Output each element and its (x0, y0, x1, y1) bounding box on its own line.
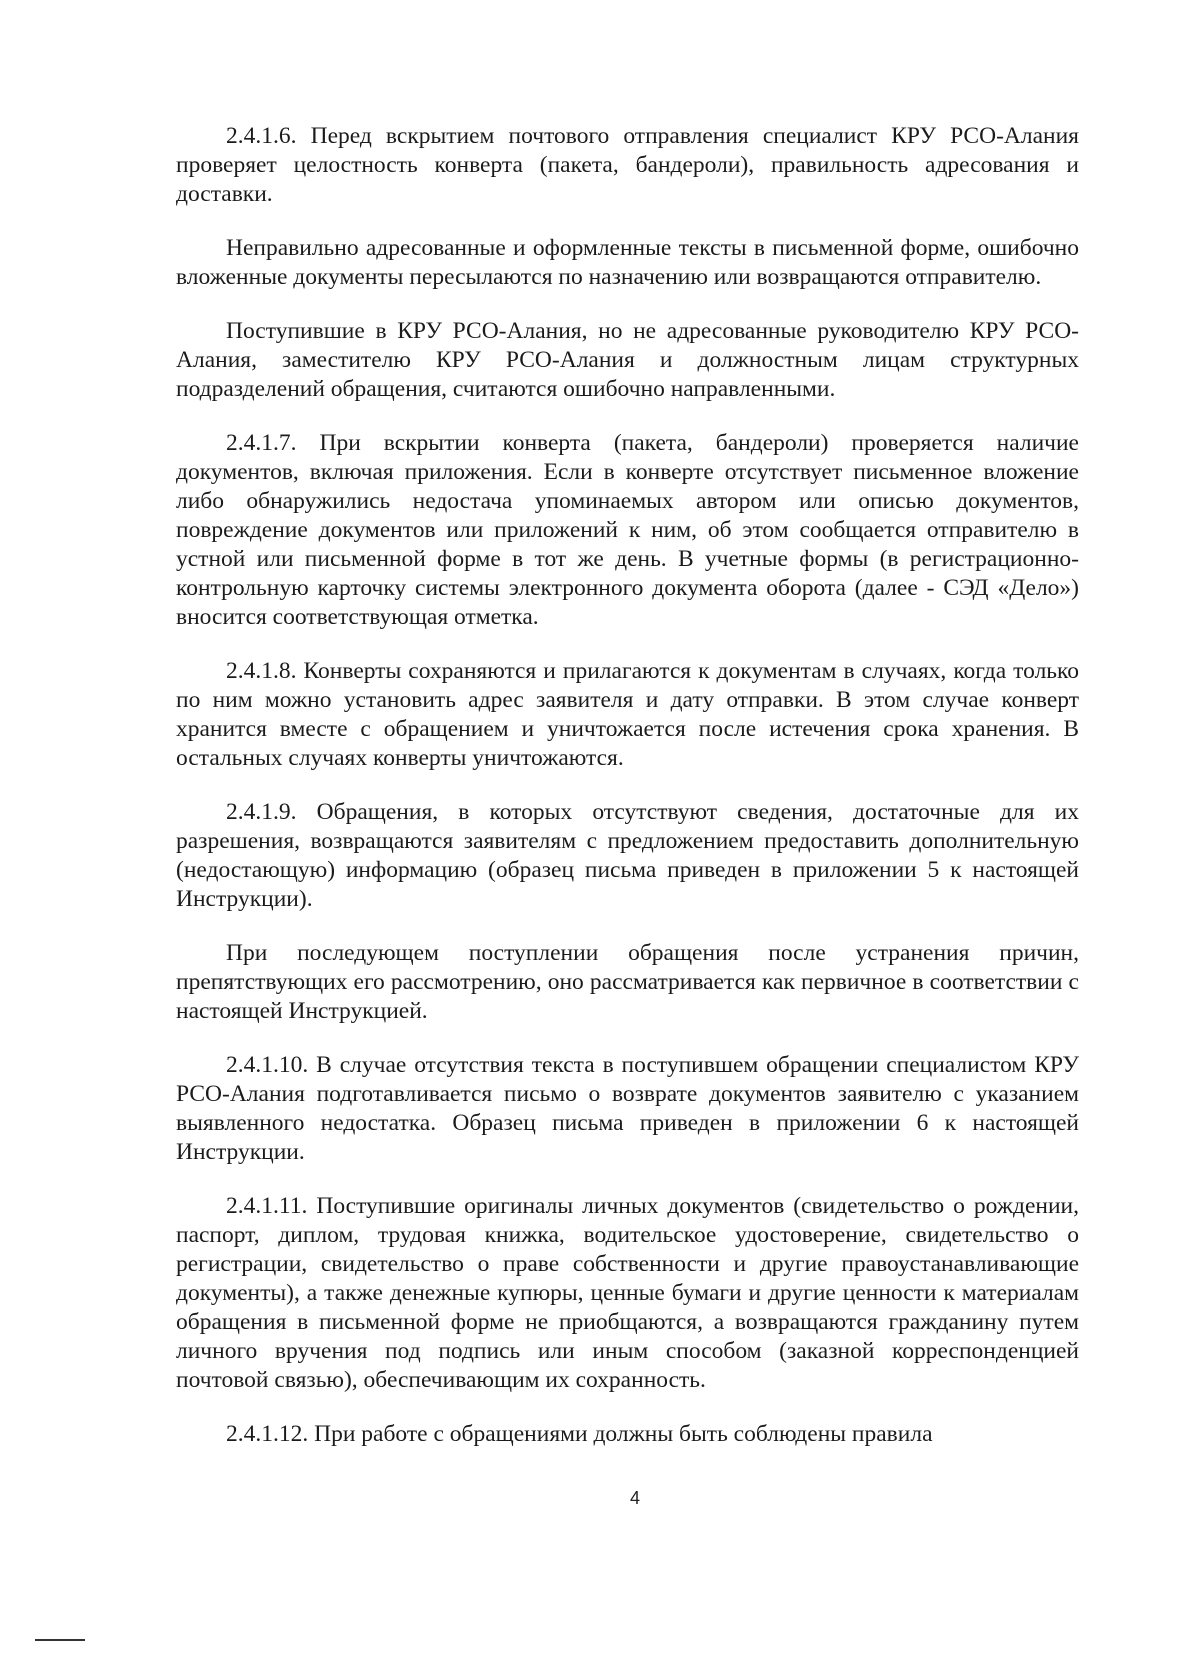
paragraph-misaddressed-texts: Неправильно адресованные и оформленные тексты в письменной форме, ошибочно вложенные документы пересылаются по назначению или возвращаются отправителю. (176, 235, 1079, 290)
scan-edge-mark (35, 1639, 85, 1641)
paragraph-2-4-1-10: 2.4.1.10. В случае отсутствия текста в поступившем обращении специалистом КРУ РСО-Алания подготавливается письмо о возврате документов заявителю с указанием выявленного недостатка. Образец письма приведен в приложении 6 к настоящей Инструкции. (176, 1052, 1079, 1165)
paragraph-2-4-1-8: 2.4.1.8. Конверты сохраняются и прилагаются к документам в случаях, когда только по ним можно установить адрес заявителя и дату отправки. В этом случае конверт хранится вместе с обращением и уничтожается после истечения срока хранения. В остальных случаях конверты уничтожаются. (176, 658, 1079, 771)
paragraph-2-4-1-6: 2.4.1.6. Перед вскрытием почтового отправления специалист КРУ РСО-Алания проверяет целостность конверта (пакета, бандероли), правильность адресования и доставки. (176, 123, 1079, 207)
paragraph-2-4-1-7: 2.4.1.7. При вскрытии конверта (пакета, бандероли) проверяется наличие документов, включая приложения. Если в конверте отсутствует письменное вложение либо обнаружились недостача упоминаемых автором или описью документов, повреждение документов или приложений к ним, об этом сообщается отправителю в устной или письменной форме в тот же день. В учетные формы (в регистрационно-контрольную карточку системы электронного документа оборота (далее - СЭД «Дело») вносится соответствующая отметка. (176, 430, 1079, 630)
paragraph-2-4-1-12: 2.4.1.12. При работе с обращениями должны быть соблюдены правила (226, 1421, 933, 1447)
paragraph-2-4-1-11: 2.4.1.11. Поступившие оригиналы личных документов (свидетельство о рождении, паспорт, диплом, трудовая книжка, водительское удостоверение, свидетельство о регистрации, свидетельство о праве собственности и другие правоустанавливающие документы), а также денежные купюры, ценные бумаги и другие ценности к материалам обращения в письменной форме не приобщаются, а возвращаются гражданину путем личного вручения под подпись или иным способом (заказной корреспонденцией почтовой связью), обеспечивающим их сохранность. (176, 1193, 1079, 1393)
paragraph-repeat-submission: При последующем поступлении обращения после устранения причин, препятствующих его рассмотрению, оно рассматривается как первичное в соответствии с настоящей Инструкцией. (176, 940, 1079, 1024)
document-body (176, 122, 1079, 1474)
page-number: 4 (629, 1488, 640, 1508)
paragraph-misdirected-appeals: Поступившие в КРУ РСО-Алания, но не адресованные руководителю КРУ РСО-Алания, заместителю КРУ РСО-Алания и должностным лицам структурных подразделений обращения, считаются ошибочно направленными. (176, 318, 1079, 402)
paragraph-2-4-1-9: 2.4.1.9. Обращения, в которых отсутствуют сведения, достаточные для их разрешения, возвращаются заявителям с предложением предоставить дополнительную (недостающую) информацию (образец письма приведен в приложении 5 к настоящей Инструкции). (176, 799, 1079, 912)
